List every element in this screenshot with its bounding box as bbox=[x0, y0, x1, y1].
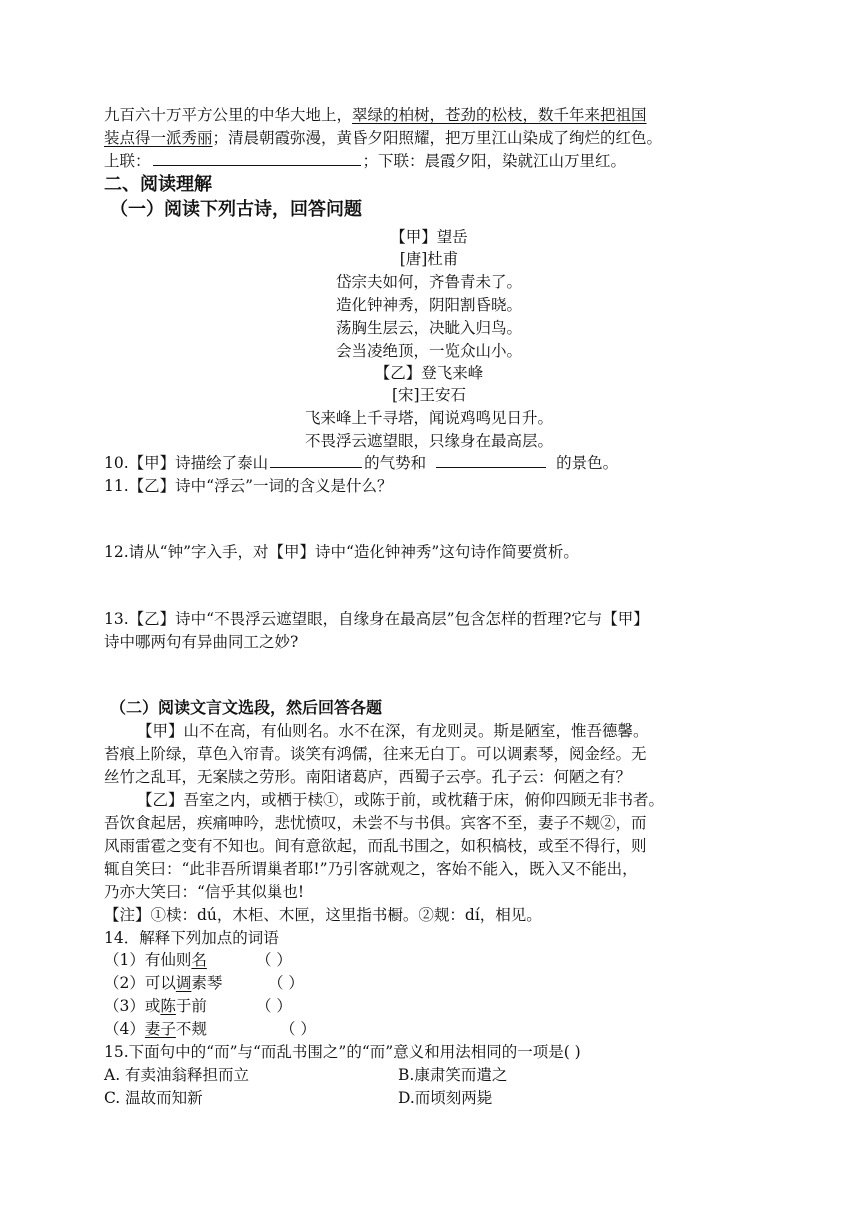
q15-option-d[interactable]: D.而顷刻两毙 bbox=[398, 1089, 493, 1107]
couplet-line bbox=[104, 150, 626, 172]
question-10-text: 的气势和 bbox=[364, 454, 427, 472]
poem-jia-author: [唐]杜甫 bbox=[399, 250, 459, 268]
poem-jia-line: 造化钟神秀，阴阳割昏晓。 bbox=[335, 296, 522, 314]
q14-item: （1）有仙则名 （ ） bbox=[104, 951, 292, 969]
q15-option-a[interactable]: A. 有卖油翁释担而立 bbox=[104, 1066, 250, 1084]
prose-jia-line: 【甲】山不在高，有仙则名。水不在深，有龙则灵。斯是陋室，惟吾德馨。 bbox=[137, 722, 649, 740]
couplet-answer-blank[interactable] bbox=[153, 151, 361, 166]
q15-option-b[interactable]: B.康肃笑而遣之 bbox=[398, 1066, 508, 1084]
intro-text: ；清晨朝霞弥漫，黄昏夕阳照耀，把万里江山染成了绚烂的红色。 bbox=[212, 129, 663, 147]
question-10-text: 的景色。 bbox=[556, 454, 619, 472]
q14-item: （2）可以调素琴 （ ） bbox=[104, 974, 304, 992]
couplet-upper-label: 上联： bbox=[104, 152, 151, 170]
intro-line-1 bbox=[104, 104, 647, 126]
prose-yi-line: 乃亦大笑曰：“信乎其似巢也! bbox=[104, 883, 305, 901]
couplet-lower: ；下联：晨霞夕阳，染就江山万里红。 bbox=[362, 152, 627, 170]
q14-item: （4）妻子不觌 （ ） bbox=[104, 1020, 316, 1038]
intro-line-2 bbox=[104, 127, 662, 149]
prose-jia-line: 丝竹之乱耳，无案牍之劳形。南阳诸葛庐，西蜀子云亭。孔子云：何陋之有？ bbox=[104, 768, 632, 786]
question-13-line-1: 13.【乙】诗中“不畏浮云遮望眼，自缘身在最高层”包含怎样的哲理?它与【甲】 bbox=[104, 610, 649, 628]
prose-yi-line: 风雨雷雹之变有不知也。间有意欲起，而乱书围之，如积槁枝，或至不得行，则 bbox=[104, 837, 647, 855]
poem-yi-line: 不畏浮云遮望眼，只缘身在最高层。 bbox=[304, 432, 553, 450]
answer-paren[interactable]: （ ） bbox=[256, 951, 292, 969]
q15-option-c[interactable]: C. 温故而知新 bbox=[104, 1089, 203, 1107]
dotted-word: 名 bbox=[191, 951, 207, 969]
answer-paren[interactable]: （ ） bbox=[268, 974, 304, 992]
dotted-word: 妻子 bbox=[144, 1020, 176, 1038]
intro-underlined-text: 翠绿的柏树，苍劲的松枝，数千年来把祖国 bbox=[352, 106, 647, 124]
subsection-heading-prose: （二）阅读文言文选段，然后回答各题 bbox=[110, 698, 383, 717]
dotted-word: 陈 bbox=[160, 997, 176, 1015]
question-14-title: 14．解释下列加点的词语 bbox=[104, 929, 279, 947]
prose-yi-line: 辄自笑曰：“此非吾所谓巢者耶!”乃引客就观之，客始不能入，既入又不能出， bbox=[104, 860, 638, 878]
poem-jia-title: 【甲】望岳 bbox=[390, 228, 468, 246]
question-12: 12.请从“钟”字入手，对【甲】诗中“造化钟神秀”这句诗作简要赏析。 bbox=[104, 543, 579, 561]
dotted-word: 调 bbox=[175, 974, 192, 992]
q10-blank-2[interactable] bbox=[436, 453, 546, 468]
poem-jia-line: 荡胸生层云，决眦入归鸟。 bbox=[335, 319, 522, 337]
intro-underlined-text: 装点得一派秀丽 bbox=[104, 129, 213, 147]
question-13-line-2: 诗中哪两句有异曲同工之妙? bbox=[104, 633, 299, 651]
q14-item: （3）或陈于前 （ ） bbox=[104, 997, 292, 1015]
question-15-stem: 15.下面句中的“而”与“而乱书围之”的“而”意义和用法相同的一项是( ) bbox=[104, 1043, 581, 1061]
section-heading: 二、阅读理解 bbox=[104, 174, 212, 195]
poem-jia-line: 岱宗夫如何，齐鲁青未了。 bbox=[335, 273, 522, 291]
answer-paren[interactable]: （ ） bbox=[280, 1020, 316, 1038]
question-10-text: 10.【甲】诗描绘了泰山 bbox=[104, 454, 269, 472]
subsection-heading-poems: （一）阅读下列古诗，回答问题 bbox=[110, 199, 362, 220]
question-11: 11.【乙】诗中“浮云”一词的含义是什么？ bbox=[104, 477, 393, 495]
q15-options-row bbox=[104, 1064, 507, 1086]
prose-note: 【注】①椟：dú，木柜、木匣，这里指书橱。②觌：dí，相见。 bbox=[104, 906, 542, 924]
intro-text: 九百六十万平方公里的中华大地上， bbox=[104, 106, 353, 124]
poem-yi-line: 飞来峰上千寻塔，闻说鸡鸣见日升。 bbox=[304, 409, 553, 427]
poem-yi-author: [宋]王安石 bbox=[391, 386, 467, 404]
prose-jia-line: 苔痕上阶绿，草色入帘青。谈笑有鸿儒，往来无白丁。可以调素琴，阅金经。无 bbox=[104, 745, 647, 763]
prose-yi-line: 【乙】吾室之内，或栖于椟①，或陈于前，或枕藉于床，俯仰四顾无非书者。 bbox=[137, 791, 665, 809]
answer-paren[interactable]: （ ） bbox=[256, 997, 292, 1015]
q10-blank-1[interactable] bbox=[270, 453, 362, 468]
question-10 bbox=[104, 452, 618, 474]
prose-yi-line: 吾饮食起居，疾痛呻吟，悲忧愤叹，未尝不与书俱。宾客不至，妻子不觌②，而 bbox=[104, 814, 647, 832]
poem-yi-title: 【乙】登飞来峰 bbox=[374, 364, 484, 382]
poem-jia-line: 会当凌绝顶，一览众山小。 bbox=[335, 342, 522, 360]
q15-options-row bbox=[104, 1087, 492, 1109]
